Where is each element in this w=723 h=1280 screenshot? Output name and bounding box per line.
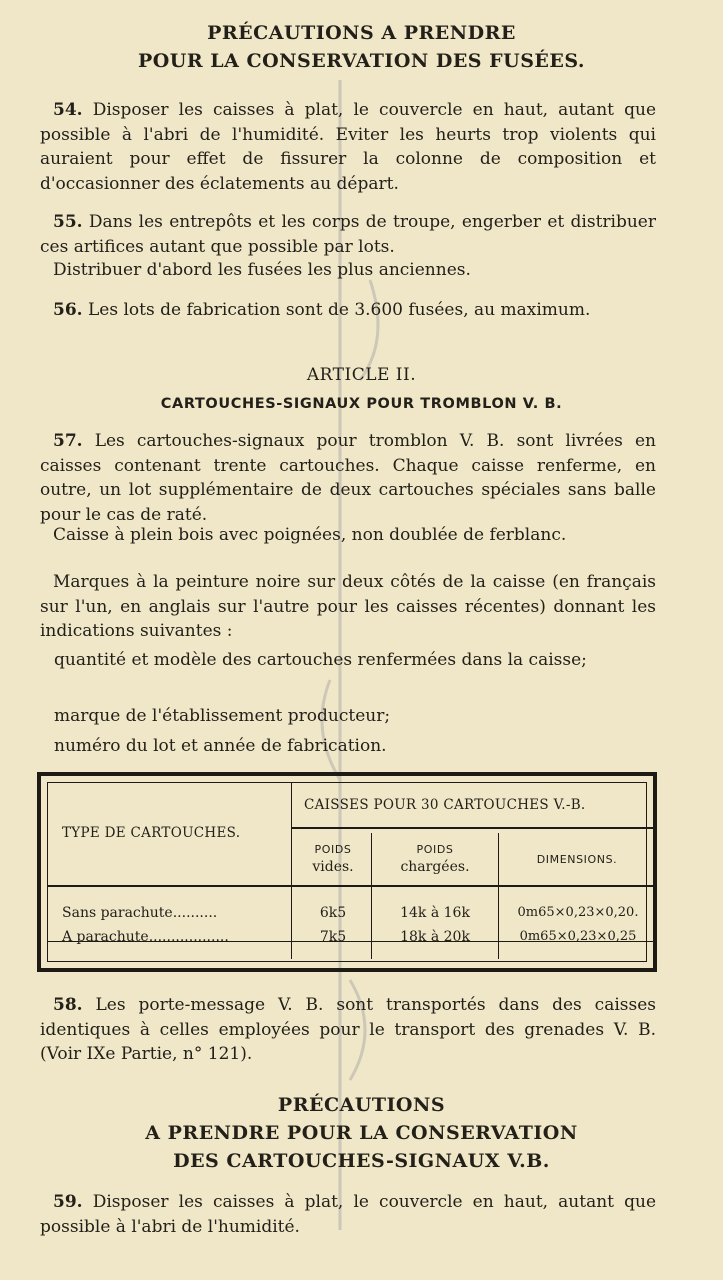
row1-empty-weight: 6k5 <box>319 905 347 921</box>
row2-empty-weight: 7k5 <box>319 929 347 945</box>
paragraph-text: Les cartouches-signaux pour tromblon V. B. sont livrées en caisses contenant trente cartouches. Chaque caisse renferme, en outre, un lot supplémentaire de deux cartouches spéciales sans balle pour le cas de raté. <box>40 431 657 525</box>
row2-type: A parachute.................. <box>62 929 229 945</box>
section1-title-line1: PRÉCAUTIONS A PRENDRE <box>207 22 516 44</box>
paragraph-54 <box>40 98 656 196</box>
group-header-rule <box>291 827 654 829</box>
list-item-2: marque de l'établissement producteur; <box>54 706 391 726</box>
paragraph-number: 55. <box>53 212 83 232</box>
paragraph-text: Disposer les caisses à plat, le couvercle en haut, autant que possible à l'abri de l'humidité. Eviter les heurts trop violents qui auraient pour effet de fissurer la colonne de composition et d'occasionner des éclatements au départ. <box>40 100 657 194</box>
header-full-2: chargées. <box>400 859 470 875</box>
row2-full-weight: 18k à 20k <box>400 929 470 945</box>
header-group: CAISSES POUR 30 CARTOUCHES V.-B. <box>304 797 586 813</box>
row1-dimensions: 0m65×0,23×0,20. <box>517 905 639 920</box>
paragraph-56 <box>40 298 656 323</box>
section2-title-line1: PRÉCAUTIONS <box>277 1094 446 1116</box>
paragraph-text: Les lots de fabrication sont de 3.600 fusées, au maximum. <box>87 300 591 320</box>
list-item-3: numéro du lot et année de fabrication. <box>54 736 387 756</box>
header-full-1: POIDS <box>416 843 454 856</box>
table-inner-frame <box>47 782 647 962</box>
cartridge-table <box>37 772 657 972</box>
paragraph-55 <box>40 210 656 259</box>
column-divider <box>291 783 292 959</box>
row1-full-weight: 14k à 16k <box>400 905 470 921</box>
paragraph-57 <box>40 429 656 527</box>
paragraph-55-line2: Distribuer d'abord les fusées les plus anciennes. <box>53 260 471 280</box>
header-dimensions: DIMENSIONS. <box>536 853 618 866</box>
header-empty-1: POIDS <box>314 843 352 856</box>
article-title: CARTOUCHES-SIGNAUX POUR TROMBLON V. B. <box>160 396 563 412</box>
section2-title-line2: A PRENDRE POUR LA CONSERVATION <box>145 1122 578 1144</box>
paragraph-number: 56. <box>53 300 83 320</box>
paragraph-number: 58. <box>53 995 83 1015</box>
paragraph-number: 57. <box>53 431 83 451</box>
paragraph-59 <box>40 1190 656 1239</box>
list-item-1: quantité et modèle des cartouches renfermées dans la caisse; <box>54 650 587 670</box>
paragraph-text: Dans les entrepôts et les corps de troupe, engerber et distribuer ces artifices autant que possible par lots. <box>40 212 656 257</box>
paragraph-number: 59. <box>53 1192 83 1212</box>
row1-type: Sans parachute.......... <box>62 905 218 921</box>
header-rule <box>48 885 654 887</box>
article-label: ARTICLE II. <box>306 365 417 385</box>
row2-dimensions: 0m65×0,23×0,25 <box>519 929 637 944</box>
section1-title-line2: POUR LA CONSERVATION DES FUSÉES. <box>137 50 586 72</box>
paragraph-text: Disposer les caisses à plat, le couvercle en haut, autant que possible à l'abri de l'humidité. <box>40 1192 657 1237</box>
paragraph-57-line3: Marques à la peinture noire sur deux côtés de la caisse (en français sur l'un, en anglais sur l'autre pour les caisses récentes) donnant les indications suivantes : <box>40 572 656 641</box>
header-empty-2: vides. <box>312 859 354 875</box>
paragraph-58 <box>40 993 656 1067</box>
paragraph-number: 54. <box>53 100 83 120</box>
paragraph-text: Les porte-message V. B. sont transportés dans des caisses identiques à celles employées pour le transport des grenades V. B. (Voir IXe Partie, n° 121). <box>40 995 657 1064</box>
paragraph-57-line2: Caisse à plein bois avec poignées, non doublée de ferblanc. <box>53 525 567 545</box>
section2-title-line3: DES CARTOUCHES-SIGNAUX V.B. <box>173 1150 550 1172</box>
header-type: TYPE DE CARTOUCHES. <box>62 825 241 841</box>
